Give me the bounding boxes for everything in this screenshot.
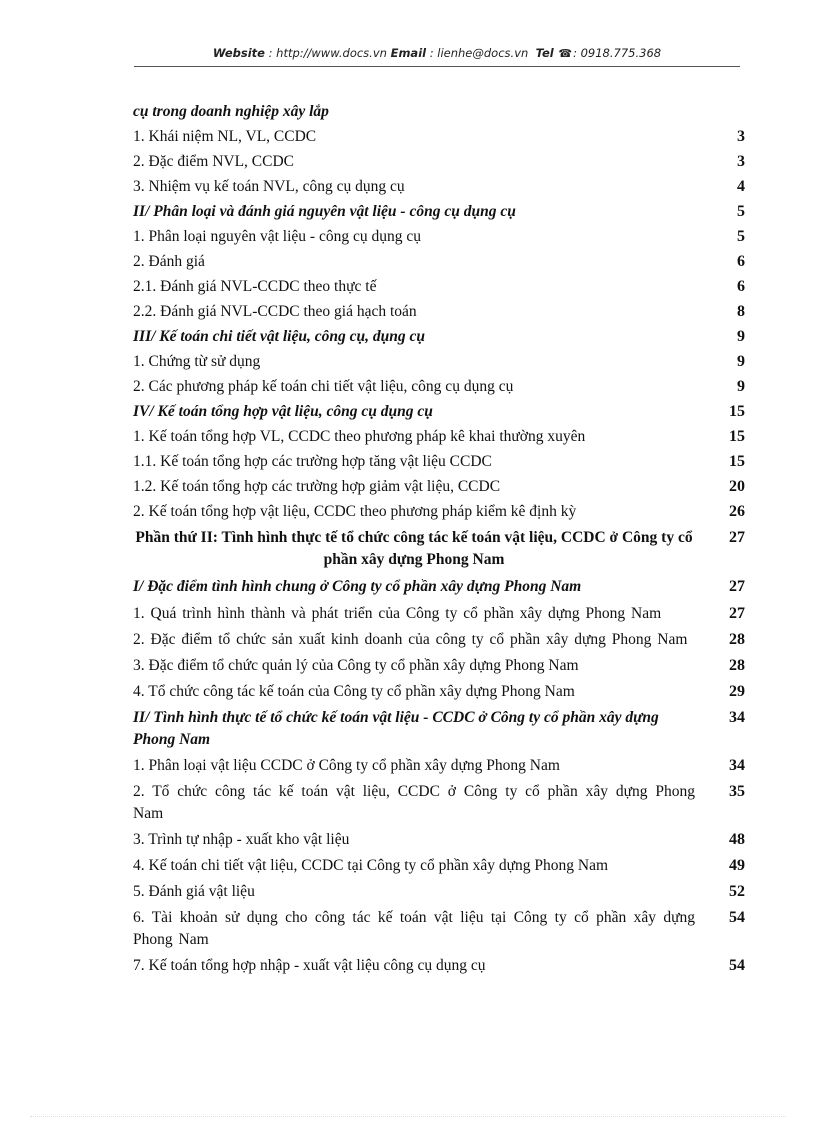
page-bottom-border bbox=[30, 1116, 786, 1117]
tel-value: : 0918.775.368 bbox=[573, 46, 662, 60]
toc-entry-title: 3. Đặc điểm tổ chức quản lý của Công ty cổ phần xây dựng Phong Nam bbox=[133, 657, 579, 674]
toc-entry-page-number: 5 bbox=[737, 228, 745, 245]
toc-entry[interactable] bbox=[133, 126, 745, 148]
website-label: Website bbox=[212, 46, 265, 60]
toc-entry-page-number: 9 bbox=[737, 378, 745, 395]
toc-entry-page-number: 48 bbox=[729, 831, 745, 848]
phone-icon: ☎ bbox=[558, 47, 573, 60]
toc-entry[interactable] bbox=[133, 707, 745, 751]
toc-entry[interactable] bbox=[133, 251, 745, 273]
toc-entry-page-number: 3 bbox=[737, 153, 745, 170]
toc-entry[interactable] bbox=[133, 351, 745, 373]
toc-entry-page-number: 28 bbox=[729, 631, 745, 648]
toc-entry-page-number: 15 bbox=[729, 428, 745, 445]
toc-entry-title: 2. Đặc điểm NVL, CCDC bbox=[133, 153, 295, 170]
toc-entry-page-number: 29 bbox=[729, 683, 745, 700]
toc-entry-page-number: 4 bbox=[737, 178, 745, 195]
toc-entry-page-number: 6 bbox=[737, 253, 745, 270]
toc-entry-page-number: 28 bbox=[729, 657, 745, 674]
website-sep: : bbox=[264, 46, 277, 60]
toc-entry-title: 2.1. Đánh giá NVL-CCDC theo thực tế bbox=[133, 278, 377, 295]
toc-entry[interactable] bbox=[133, 451, 745, 473]
toc-entry-title: 2. Đánh giá bbox=[133, 253, 205, 270]
toc-entry-page-number: 6 bbox=[737, 278, 745, 295]
toc-entry-page-number: 27 bbox=[729, 578, 745, 595]
toc-entry-page-number: 26 bbox=[729, 503, 745, 520]
toc-entry[interactable] bbox=[133, 401, 745, 423]
toc-entry-title: cụ trong doanh nghiệp xây lắp bbox=[133, 103, 329, 120]
toc-entry-title: 6. Tài khoản sử dụng cho công tác kế toán vật liệu tại Công ty cổ phần xây dựng Phong Nam bbox=[133, 909, 695, 948]
toc-entry[interactable] bbox=[133, 755, 745, 777]
toc-entry-title: 4. Kế toán chi tiết vật liệu, CCDC tại Công ty cổ phần xây dựng Phong Nam bbox=[133, 857, 609, 874]
toc-entry-title: 7. Kế toán tổng hợp nhập - xuất vật liệu công cụ dụng cụ bbox=[133, 957, 486, 974]
toc-entry-title: 1. Khái niệm NL, VL, CCDC bbox=[133, 128, 317, 145]
page-header bbox=[134, 46, 740, 66]
toc-entry[interactable] bbox=[133, 101, 745, 123]
toc-entry-page-number: 49 bbox=[729, 857, 745, 874]
toc-entry[interactable] bbox=[133, 881, 745, 903]
toc-entry-page-number: 8 bbox=[737, 303, 745, 320]
toc-entry-page-number: 52 bbox=[729, 883, 745, 900]
email-value[interactable]: lienhe@docs.vn bbox=[437, 46, 529, 60]
toc-entry-title: 1.1. Kế toán tổng hợp các trường hợp tăng vật liệu CCDC bbox=[133, 453, 492, 470]
toc-entry-title: 1. Kế toán tổng hợp VL, CCDC theo phương pháp kê khai thường xuyên bbox=[133, 428, 586, 445]
toc-entry[interactable] bbox=[133, 476, 745, 498]
toc-entry[interactable] bbox=[133, 829, 745, 851]
toc-entry-title: I/ Đặc điểm tình hình chung ở Công ty cổ phần xây dựng Phong Nam bbox=[133, 578, 582, 595]
toc-entry-page-number: 9 bbox=[737, 328, 745, 345]
toc-entry[interactable] bbox=[133, 326, 745, 348]
toc-entry[interactable] bbox=[133, 151, 745, 173]
toc-entry-page-number: 9 bbox=[737, 353, 745, 370]
toc-entry-title: IV/ Kế toán tổng hợp vật liệu, công cụ dụng cụ bbox=[133, 403, 433, 420]
website-url[interactable]: http://www.docs.vn bbox=[276, 46, 387, 60]
toc-entry[interactable] bbox=[133, 301, 745, 323]
toc-entry-page-number: 34 bbox=[729, 709, 745, 726]
toc-entry-title: 1. Phân loại nguyên vật liệu - công cụ dụng cụ bbox=[133, 228, 421, 245]
toc-entry-title: 1. Quá trình hình thành và phát triển của Công ty cổ phần xây dựng Phong Nam bbox=[133, 605, 662, 622]
header-divider bbox=[134, 66, 740, 67]
toc-entry[interactable] bbox=[133, 907, 745, 951]
toc-entry[interactable] bbox=[133, 426, 745, 448]
toc-entry[interactable] bbox=[133, 781, 745, 825]
toc-entry-title: III/ Kế toán chi tiết vật liệu, công cụ, dụng cụ bbox=[133, 328, 425, 345]
toc-entry[interactable] bbox=[133, 855, 745, 877]
toc-entry-page-number: 3 bbox=[737, 128, 745, 145]
toc-entry[interactable] bbox=[133, 576, 745, 598]
toc-entry-page-number: 20 bbox=[729, 478, 745, 495]
toc-entry[interactable] bbox=[133, 955, 745, 977]
toc-entry-title: II/ Phân loại và đánh giá nguyên vật liệu - công cụ dụng cụ bbox=[133, 203, 516, 220]
toc-entry-page-number: 15 bbox=[729, 403, 745, 420]
toc-entry[interactable] bbox=[133, 681, 745, 703]
toc-entry[interactable] bbox=[133, 376, 745, 398]
toc-entry-page-number: 5 bbox=[737, 203, 745, 220]
toc-entry-title: 3. Trình tự nhập - xuất kho vật liệu bbox=[133, 831, 350, 848]
toc-entry-title: 1. Phân loại vật liệu CCDC ở Công ty cổ phần xây dựng Phong Nam bbox=[133, 757, 560, 774]
toc-entry-page-number: 27 bbox=[729, 605, 745, 622]
toc-entry[interactable] bbox=[133, 226, 745, 248]
toc-entry[interactable] bbox=[133, 501, 745, 523]
toc-entry-title: II/ Tình hình thực tế tổ chức kế toán vật liệu - CCDC ở Công ty cổ phần xây dựng Phong Nam bbox=[133, 709, 659, 748]
toc-entry-page-number: 35 bbox=[729, 783, 745, 800]
toc-entry-title: 2. Tổ chức công tác kế toán vật liệu, CCDC ở Công ty cổ phần xây dựng Phong Nam bbox=[133, 783, 695, 822]
toc-entry-title: Phần thứ II: Tình hình thực tế tổ chức công tác kế toán vật liệu, CCDC ở Công ty cổ phần xây dựng Phong Nam bbox=[135, 529, 693, 568]
table-of-contents bbox=[133, 98, 745, 977]
toc-entry-page-number: 54 bbox=[729, 909, 745, 926]
toc-entry[interactable] bbox=[133, 655, 745, 677]
toc-entry-title: 2. Kế toán tổng hợp vật liệu, CCDC theo phương pháp kiểm kê định kỳ bbox=[133, 503, 577, 520]
toc-entry-title: 1. Chứng từ sử dụng bbox=[133, 353, 261, 370]
toc-entry-title: 2.2. Đánh giá NVL-CCDC theo giá hạch toán bbox=[133, 303, 417, 320]
toc-entry[interactable] bbox=[133, 603, 745, 625]
email-label: Email bbox=[390, 46, 427, 60]
toc-entry[interactable] bbox=[133, 176, 745, 198]
toc-entry-page-number: 27 bbox=[729, 529, 745, 546]
toc-entry[interactable] bbox=[133, 629, 745, 651]
toc-entry-page-number: 15 bbox=[729, 453, 745, 470]
toc-entry-title: 2. Đặc điểm tổ chức sản xuất kinh doanh của công ty cổ phần xây dựng Phong Nam bbox=[133, 631, 688, 648]
toc-entry[interactable] bbox=[133, 276, 745, 298]
toc-entry-page-number: 54 bbox=[729, 957, 745, 974]
toc-entry-title: 4. Tổ chức công tác kế toán của Công ty cổ phần xây dựng Phong Nam bbox=[133, 683, 575, 700]
toc-entry-title: 2. Các phương pháp kế toán chi tiết vật liệu, công cụ dụng cụ bbox=[133, 378, 514, 395]
tel-label: Tel bbox=[535, 46, 554, 60]
toc-entry-title: 3. Nhiệm vụ kế toán NVL, công cụ dụng cụ bbox=[133, 178, 405, 195]
email-sep: : bbox=[426, 46, 438, 60]
toc-entry-title: 1.2. Kế toán tổng hợp các trường hợp giảm vật liệu, CCDC bbox=[133, 478, 501, 495]
toc-entry[interactable] bbox=[133, 527, 745, 571]
toc-entry-title: 5. Đánh giá vật liệu bbox=[133, 883, 255, 900]
toc-entry-page-number: 34 bbox=[729, 757, 745, 774]
toc-entry[interactable] bbox=[133, 201, 745, 223]
